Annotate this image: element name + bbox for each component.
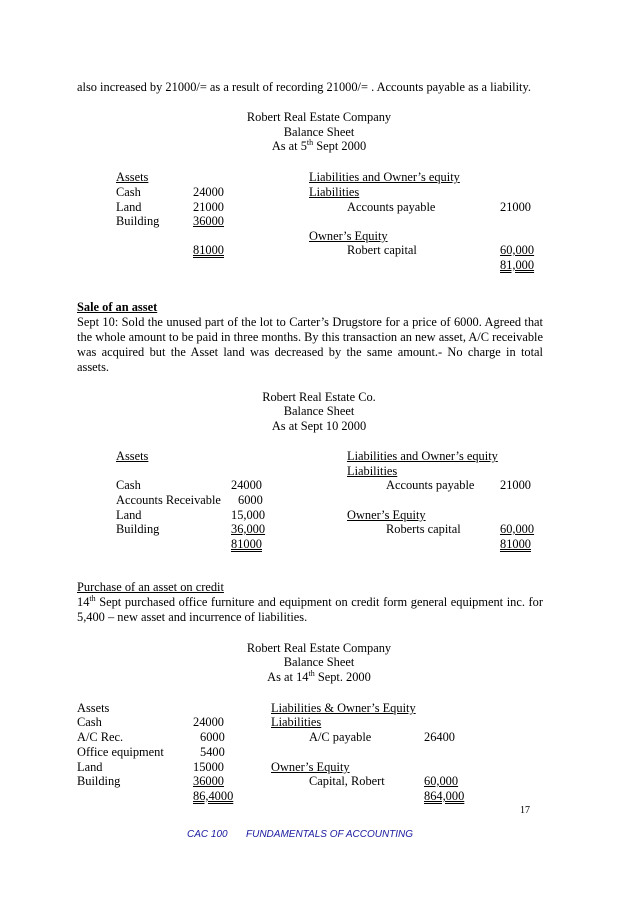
- bs2-liab-header: Liabilities and Owner’s equity: [347, 449, 498, 463]
- bs2-total-liabilities: 81000: [500, 537, 531, 551]
- bs1-total-liabilities: 81,000: [500, 258, 535, 272]
- bs1-row-label: Building: [116, 214, 160, 228]
- bs3-liab-header: Liabilities & Owner’s Equity: [271, 701, 416, 715]
- bs2-row-label: Cash: [116, 478, 141, 492]
- bs1-liab-header: Liabilities and Owner’s equity: [309, 170, 460, 184]
- bs3-row-value: 15000: [193, 760, 224, 774]
- bs2-row-value: 15,000: [231, 508, 266, 522]
- bs2-row-label: Land: [116, 508, 142, 522]
- bs3-total-assets: 86,4000: [193, 789, 234, 803]
- footer-title: FUNDAMENTALS OF ACCOUNTING: [246, 829, 414, 840]
- bs3-payable-label: A/C payable: [309, 730, 372, 744]
- bs1-total-assets: 81000: [193, 243, 224, 257]
- bs3-owners-equity-label: Owner’s Equity: [271, 760, 350, 774]
- bs3-title: Robert Real Estate Company: [246, 641, 392, 655]
- bs3-row-label: A/C Rec.: [77, 730, 124, 744]
- bs1-capital-value: 60,000: [500, 243, 535, 257]
- intro-paragraph: also increased by 21000/= as a result of recording 21000/= . Accounts payable as a liability.: [77, 80, 531, 94]
- bs3-row-label: Land: [77, 760, 103, 774]
- bs3-row-label: Building: [77, 774, 121, 788]
- bs1-row-value: 21000: [193, 200, 224, 214]
- bs2-row-label: Accounts Receivable: [116, 493, 221, 507]
- bs1-row-value: 36000: [193, 214, 224, 228]
- bs1-row-value: 24000: [193, 185, 224, 199]
- bs2-row-label: Building: [116, 522, 160, 536]
- bs1-owners-equity-label: Owner’s Equity: [309, 229, 388, 243]
- bs2-title: Robert Real Estate Co.: [262, 390, 376, 404]
- bs3-row-value: 6000: [200, 730, 225, 744]
- bs1-accounts-payable-label: Accounts payable: [347, 200, 436, 214]
- bs2-row-value: 24000: [231, 478, 262, 492]
- bs3-date: As at 14th Sept. 2000: [267, 668, 371, 684]
- bs1-date: As at 5th Sept 2000: [271, 137, 367, 153]
- bs2-date: As at Sept 10 2000: [271, 419, 367, 433]
- bs2-total-assets: 81000: [231, 537, 262, 551]
- bs1-row-label: Land: [116, 200, 142, 214]
- bs1-capital-label: Robert capital: [347, 243, 417, 257]
- bs2-owners-equity-label: Owner’s Equity: [347, 508, 426, 522]
- bs2-capital-value: 60,000: [500, 522, 535, 536]
- section-purchase-paragraph: 14th Sept purchased office furniture and equipment on credit form general equipment inc. for 5,400 – new asset and incurrence of liabilities.: [77, 593, 543, 624]
- bs3-row-label: Office equipment: [77, 745, 164, 759]
- bs3-payable-value: 26400: [424, 730, 455, 744]
- bs2-accounts-payable-label: Accounts payable: [386, 478, 475, 492]
- bs3-capital-label: Capital, Robert: [309, 774, 385, 788]
- bs1-accounts-payable-value: 21000: [500, 200, 531, 214]
- bs2-accounts-payable-value: 21000: [500, 478, 531, 492]
- footer-course: CAC 100: [187, 829, 228, 840]
- bs3-row-value: 5400: [200, 745, 225, 759]
- bs1-row-label: Cash: [116, 185, 141, 199]
- section-heading-purchase: Purchase of an asset on credit: [77, 580, 224, 594]
- bs2-row-value: 36,000: [231, 522, 266, 536]
- page-number: 17: [520, 805, 530, 816]
- bs3-row-label: Cash: [77, 715, 102, 729]
- bs1-assets-header: Assets: [116, 170, 149, 184]
- bs1-subtitle: Balance Sheet: [283, 125, 355, 139]
- bs1-liabilities-label: Liabilities: [309, 185, 360, 199]
- section-heading-sale: Sale of an asset: [77, 300, 158, 314]
- bs1-title: Robert Real Estate Company: [246, 110, 392, 124]
- bs3-subtitle: Balance Sheet: [283, 655, 355, 669]
- bs3-capital-value: 60,000: [424, 774, 459, 788]
- bs3-row-value: 24000: [193, 715, 224, 729]
- bs2-liabilities-label: Liabilities: [347, 464, 398, 478]
- bs3-liabilities-label: Liabilities: [271, 715, 322, 729]
- bs2-capital-label: Roberts capital: [386, 522, 461, 536]
- bs3-assets-header: Assets: [77, 701, 110, 715]
- bs2-row-value: 6000: [238, 493, 263, 507]
- bs3-row-value: 36000: [193, 774, 224, 788]
- bs2-subtitle: Balance Sheet: [283, 404, 355, 418]
- bs3-total-liabilities: 864,000: [424, 789, 465, 803]
- section-sale-paragraph: Sept 10: Sold the unused part of the lot to Carter’s Drugstore for a price of 6000. Agreed that the whole amount to be paid in three months. By this transaction an new asset, A/C receivable was acquired but the Asset land was decreased by the same amount.- No charge in total assets.: [77, 315, 543, 374]
- bs2-assets-header: Assets: [116, 449, 149, 463]
